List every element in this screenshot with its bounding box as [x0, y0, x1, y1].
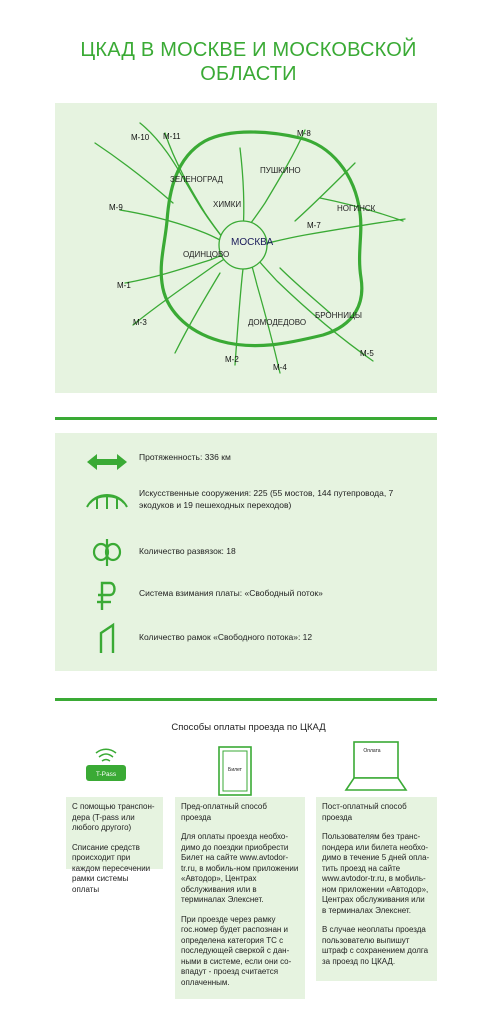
col3-text-2: В случае неоплаты проезда пользователю выпишут штраф с сохранением долга за проезд по ЦКАД. [322, 925, 429, 966]
ticket-label: Билет [228, 767, 242, 773]
road-m1-label: М-1 [117, 281, 131, 290]
road-m2-label: М-2 [225, 355, 239, 364]
stat-structures: Искусственные сооружения: 225 (55 мостов, 144 путепровода, 7 экодуков и 19 пешеходных переходов) [139, 488, 394, 510]
road-m3-line [133, 253, 233, 325]
col2-text-2: При проезде через рамку гос.номер будет распознан и определена категория ТС с последующей сверкой с дан-ными в системе, если они со-впадут - проезд считается оплаченным. [181, 914, 292, 987]
stat-payment-system: Система взимания платы: «Свободный поток» [139, 588, 323, 598]
road-m4-line [249, 255, 280, 373]
payment-col-postpaid [316, 797, 437, 981]
road-extra-1 [95, 143, 173, 203]
city-khimki: ХИМКИ [213, 200, 242, 209]
laptop-icon [342, 738, 410, 798]
page-title [20, 38, 477, 86]
title-line-1: ЦКАД В МОСКВЕ И МОСКОВСКОЙ [80, 39, 417, 61]
road-m8-label: М-8 [297, 129, 311, 138]
road-m7-line [259, 219, 405, 245]
stat-frames: Количество рамок «Свободного потока»: 12 [139, 632, 313, 642]
stats-panel [55, 433, 437, 671]
road-extra-2 [175, 273, 220, 353]
road-m10-label: М-10 [131, 133, 150, 142]
city-bronnitsy: БРОННИЦЫ [315, 311, 362, 320]
city-odintsovo: ОДИНЦОВО [183, 250, 230, 259]
col1-text: Списание средств происходит при каждом пересечении рамки системы оплаты [72, 842, 151, 894]
col2-text-1: Для оплаты проезда необхо-димо до поездки приобрести Билет на сайте www.avtodor-tr.ru, в мобиль-ном приложении «Автодор», Центрах обслуживания или в терминалах Элекснет. [181, 832, 299, 904]
col1-heading: С помощью транспон-дера (T-pass или любого другого) [72, 802, 155, 832]
divider-2 [55, 698, 437, 701]
ticket-icon [215, 745, 255, 797]
road-m5-label: М-5 [360, 349, 374, 358]
map-panel [55, 103, 437, 393]
city-noginsk: НОГИНСК [337, 204, 376, 213]
city-zelenograd: ЗЕЛЕНОГРАД [170, 175, 223, 184]
payment-title: Способы оплаты проезда по ЦКАД [171, 722, 326, 733]
road-m3-label: М-3 [133, 318, 147, 327]
col3-heading: Пост-оплатный способ проезда [322, 802, 407, 822]
transponder-label: T-Pass [95, 771, 117, 778]
road-m9-line [120, 210, 227, 243]
road-pushkino-line [240, 148, 244, 233]
col3-text-1: Пользователям без транс-пондера или билета необхо-димо в течение 5 дней опла-тить проезд на сайте www.avtodor-tr.ru, в мобиль-ном приложении «Автодор», Центрах обслуживания или в терминалах Элекснет. [322, 832, 430, 915]
road-m4-label: М-4 [273, 363, 287, 372]
interchange-icon [85, 535, 129, 569]
payment-col-prepaid [175, 797, 305, 999]
stat-interchanges: Количество развязок: 18 [139, 546, 236, 556]
divider-1 [55, 417, 437, 420]
road-m7-label: М-7 [307, 221, 321, 230]
double-arrow-icon [85, 445, 129, 479]
transponder-icon [74, 743, 134, 793]
road-m9-label: М-9 [109, 203, 123, 212]
payment-col-transponder [66, 797, 163, 894]
title-line-2: ОБЛАСТИ [200, 63, 297, 85]
laptop-label: Оплата [363, 748, 381, 754]
ring-road-map [55, 103, 437, 393]
stat-length: Протяженность: 336 км [139, 452, 231, 462]
ruble-icon [85, 579, 129, 613]
city-moscow: МОСКВА [231, 237, 274, 248]
col2-heading: Пред-оплатный способ проезда [181, 802, 267, 822]
city-pushkino: ПУШКИНО [260, 166, 301, 175]
bridge-icon [85, 485, 129, 519]
road-m2-line [235, 255, 245, 365]
toll-frame-icon [85, 621, 129, 655]
city-domodedovo: ДОМОДЕДОВО [248, 318, 307, 327]
road-m11-label: М-11 [163, 132, 181, 141]
